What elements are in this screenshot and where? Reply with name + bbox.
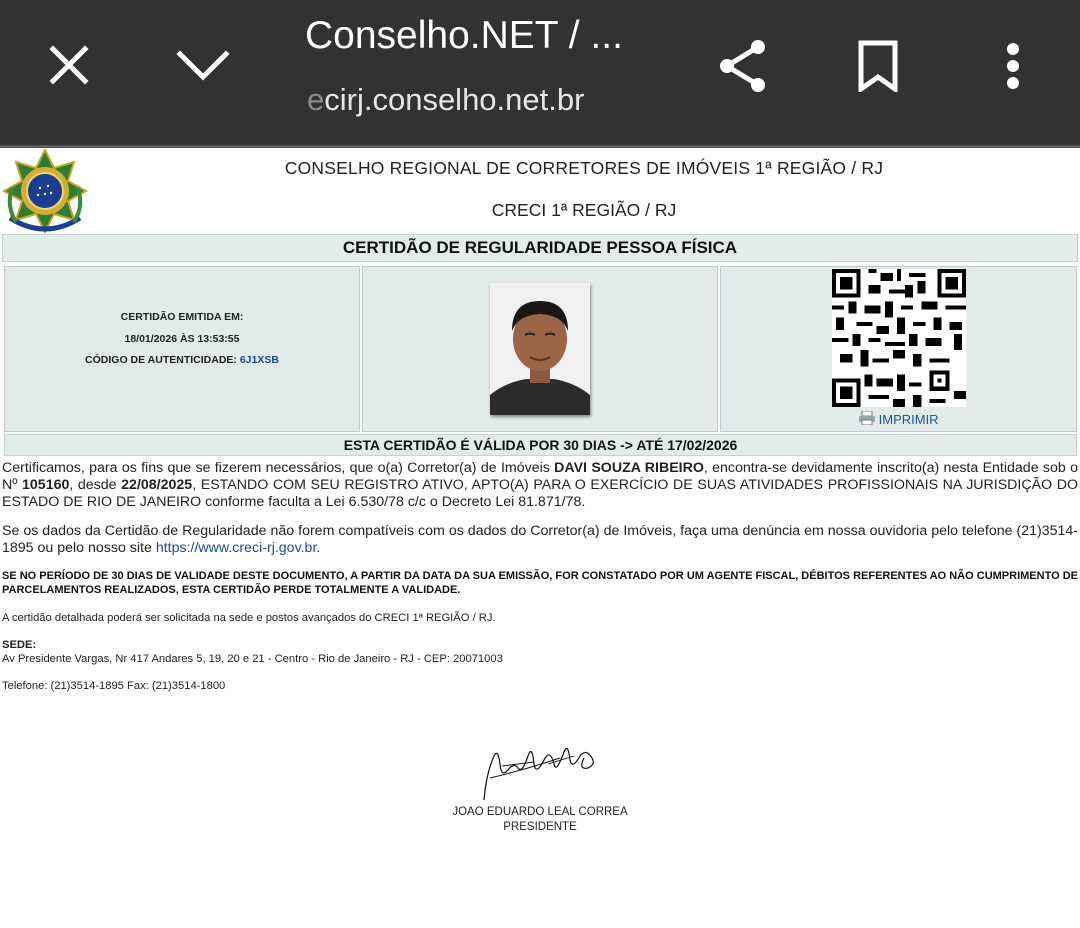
auth-code: 6J1XSB: [239, 354, 279, 366]
contact-phones: Telefone: (21)3514-1895 Fax: (21)3514-1800: [2, 680, 226, 692]
url-text: cirj.conselho.net.br: [324, 82, 585, 117]
p1-text-c: , desde: [69, 477, 122, 493]
council-region: CRECI 1ª REGIÃO / RJ: [491, 200, 677, 220]
close-icon: [49, 45, 89, 85]
complaint-paragraph: [2, 523, 1078, 557]
share-icon: [716, 37, 770, 95]
photo-cell: [362, 266, 718, 432]
president-signature: [474, 734, 606, 804]
signatory-block: [440, 805, 640, 835]
page-title: Conselho.NET / ...: [305, 14, 623, 57]
signatory-name: JOAO EDUARDO LEAL CORREA: [452, 806, 628, 818]
p1-text-d: , ESTANDO COM SEU REGISTRO ATIVO, APTO(A) PARA O EXERCÍCIO DE SUAS ATIVIDADES PROFISSIONAIS NA JURISDIÇÃO DO ESTADO DE RIO DE JANEIRO conforme faculta a Lei 6.530/78 c/c o Decreto Lei 81.871/78.: [2, 477, 1078, 510]
broker-name: DAVI SOUZA RIBEIRO: [554, 460, 704, 476]
certification-paragraph: [2, 460, 1078, 511]
issued-datetime: 18/01/2026 ÀS 13:53:55: [124, 333, 240, 345]
bookmark-icon: [858, 40, 898, 92]
auth-code-line: [5, 354, 359, 366]
p1-text-b: , encontra-se devidamente inscrito(a) nesta Entidade sob o Nº: [2, 460, 1078, 493]
close-button[interactable]: [40, 36, 98, 94]
issued-label: CERTIDÃO EMITIDA EM:: [120, 311, 244, 323]
council-name: CONSELHO REGIONAL DE CORRETORES DE IMÓVEIS 1ª REGIÃO / RJ: [284, 158, 884, 178]
broker-photo: [490, 283, 590, 415]
registration-number: 105160: [22, 477, 70, 493]
validity-warning: SE NO PERÍODO DE 30 DIAS DE VALIDADE DESTE DOCUMENTO, A PARTIR DA DATA DA SUA EMISSÃO, FOR CONSTATADO POR UM AGENTE FISCAL, DÉBITOS REFERENTES AO NÃO CUMPRIMENTO DE PARCELAMENTOS REALIZADOS, ESTA CERTIDÃO PERDE TOTALMENTE A VALIDADE.: [2, 570, 1078, 596]
chevron-down-icon: [176, 49, 230, 81]
page-url[interactable]: [307, 82, 584, 118]
certificate-title: CERTIDÃO DE REGULARIDADE PESSOA FÍSICA: [2, 234, 1078, 262]
more-options-button[interactable]: [990, 36, 1036, 96]
share-button[interactable]: [712, 36, 774, 96]
more-vert-icon: [1006, 42, 1020, 90]
detailed-certificate-note: A certidão detalhada poderá ser solicitada na sede e postos avançados do CRECI 1ª REGIÃO / RJ.: [2, 612, 496, 624]
qr-cell: [720, 266, 1077, 432]
url-faded-prefix: e: [307, 82, 325, 117]
p2-text-b: .: [316, 540, 321, 556]
print-link[interactable]: [859, 411, 939, 427]
print-label: IMPRIMIR: [878, 412, 939, 427]
sede-address: Av Presidente Vargas, Nr 417 Andares 5, 19, 20 e 21 - Centro - Rio de Janeiro - RJ - CEP: 20071003: [2, 653, 503, 665]
sede-label: SEDE:: [2, 639, 37, 651]
printer-icon: [859, 411, 875, 425]
issue-info-cell: [4, 266, 360, 432]
auth-label: CÓDIGO DE AUTENTICIDADE:: [85, 354, 237, 366]
browser-toolbar: [0, 0, 1080, 145]
registration-date: 22/08/2025: [121, 477, 193, 493]
p1-text-a: Certificamos, para os fins que se fizerem necessários, que o(a) Corretor(a) de Imóveis: [2, 460, 555, 476]
bookmark-button[interactable]: [850, 36, 906, 96]
qr-code-icon: [832, 269, 966, 407]
collapse-button[interactable]: [172, 36, 234, 94]
signatory-role: PRESIDENTE: [503, 821, 577, 833]
validity-banner: ESTA CERTIDÃO É VÁLIDA POR 30 DIAS -> ATÉ 17/02/2026: [4, 434, 1077, 456]
certificate-document: [0, 148, 1080, 928]
p2-text-a: Se os dados da Certidão de Regularidade não forem compatíveis com os dados do Corretor(a) de Imóveis, faça uma denúncia em nossa ouvidoria pelo telefone (21)3514-1895 ou pelo nosso site: [2, 523, 1078, 556]
creci-site-link[interactable]: https://www.creci-rj.gov.br: [155, 540, 317, 556]
